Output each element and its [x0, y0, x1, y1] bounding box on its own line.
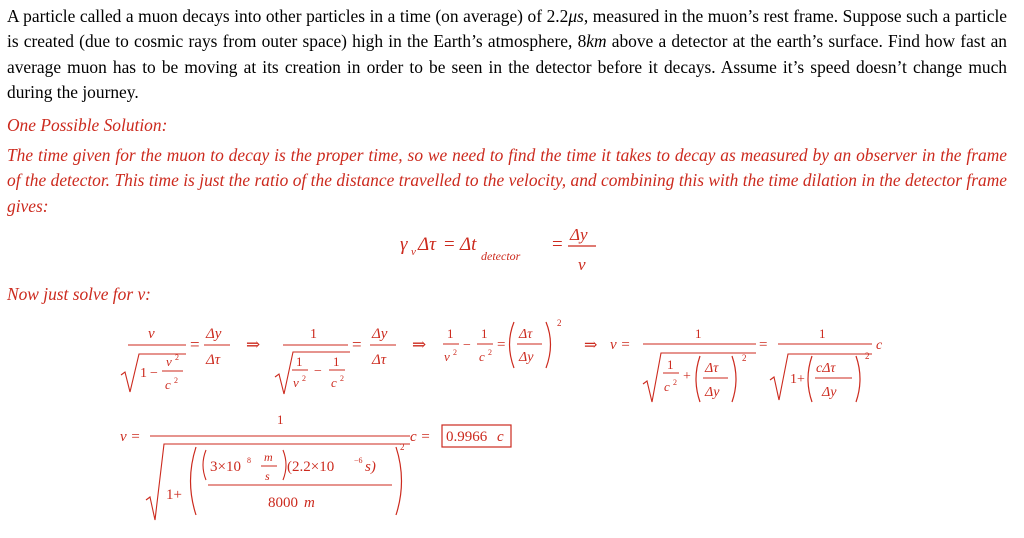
proper-time: Δτ — [705, 361, 719, 376]
v-equals: v = — [610, 337, 631, 353]
unit-meters: m — [304, 495, 315, 511]
right-paren — [546, 322, 551, 368]
c-equals: c = — [410, 429, 431, 445]
numerator-one: 1 — [310, 327, 317, 342]
left-paren — [696, 356, 700, 402]
equals-sign: = — [190, 335, 200, 354]
term-one: 1 — [667, 357, 674, 372]
right-paren — [396, 447, 402, 515]
c-delta-tau: cΔτ — [816, 361, 836, 376]
velocity-solution-symbolic — [610, 326, 883, 402]
v-squared: v — [293, 375, 299, 390]
sqrt-sign — [643, 353, 756, 402]
gamma-symbol: γ — [400, 234, 408, 255]
minus-sign: − — [463, 338, 471, 353]
distance-delta: Δy — [519, 350, 534, 365]
proper-time: Δτ — [206, 352, 221, 368]
lorentz-step-1 — [121, 326, 260, 392]
unit-kilometers: km — [586, 31, 607, 52]
right-paren — [732, 356, 736, 402]
c-squared: c — [664, 379, 670, 394]
exponent-two: 2 — [865, 351, 870, 361]
c-squared: c — [479, 349, 485, 364]
equals-sign: = — [352, 335, 362, 354]
solve-for-v-label: Now just solve for v: — [7, 284, 151, 304]
implies-arrow: ⇒ — [246, 335, 261, 354]
distance-delta: Δy — [372, 326, 388, 342]
muon-lifetime-value: (2.2×10 — [287, 459, 335, 475]
left-paren — [808, 356, 812, 402]
proper-time: Δτ — [519, 327, 533, 342]
minus-sign: − — [314, 364, 322, 379]
implies-arrow: ⇒ — [412, 335, 427, 354]
distance-delta: Δy — [705, 385, 720, 400]
problem-text-1: A particle called a muon decays into other particles in a time (on average) of 2.2 — [7, 6, 569, 26]
equals-sign: = — [444, 234, 455, 255]
equals-sign: = — [497, 337, 506, 353]
term-one: 1 — [447, 326, 454, 341]
unit-meters: m — [264, 450, 273, 464]
proper-time: Δτ — [372, 352, 387, 368]
right-paren — [856, 356, 860, 402]
implies-arrow: ⇒ — [584, 337, 598, 354]
plus-sign: + — [683, 369, 691, 384]
v-squared: v — [444, 349, 450, 364]
left-paren — [191, 447, 197, 515]
equals-sign: = — [552, 234, 563, 255]
exponent-two: 2 — [488, 348, 492, 357]
gamma-subscript: v — [411, 246, 416, 258]
c-squared: c — [165, 377, 171, 392]
exponent-two: 2 — [302, 374, 306, 383]
unit-microseconds: μs — [568, 6, 584, 26]
one-plus: 1+ — [166, 487, 182, 503]
exponent-eight: 8 — [247, 456, 251, 465]
velocity: v — [578, 255, 586, 274]
distance-delta: Δy — [822, 385, 837, 400]
exponent-minus-six: −6 — [354, 456, 363, 465]
velocity-solution-numeric — [120, 412, 511, 520]
v-squared: v — [166, 354, 172, 369]
lorentz-step-2 — [275, 326, 426, 394]
time-unit: s) — [365, 459, 376, 475]
exponent-two: 2 — [453, 348, 457, 357]
v-equals: v = — [120, 429, 141, 445]
exponent-two: 2 — [174, 376, 178, 385]
left-paren — [510, 322, 515, 368]
exponent-two: 2 — [742, 353, 747, 363]
equals-sign: = — [759, 337, 768, 353]
term-one: 1 — [481, 326, 488, 341]
problem-text-3: above a detector at the earth’s surface. Find how fast an average muon has to be moving at its creation in order to be seen in the detector before it decays. Assume it’s speed doesn’t change much during the journey. — [7, 31, 1008, 102]
problem-text-2: , measured in the muon’s rest frame. Suppose such a particle is created (due to cosmic rays from outer space) high in the Earth’s atmosphere, 8 — [7, 6, 1007, 52]
exponent-two: 2 — [175, 353, 179, 362]
one-plus: 1+ — [790, 372, 805, 387]
term-one: 1 — [296, 354, 303, 369]
c-squared: c — [331, 375, 337, 390]
right-paren — [283, 450, 286, 480]
speed-of-light-value: 3×10 — [210, 459, 241, 475]
numerator-one: 1 — [695, 326, 702, 341]
answer-unit: c — [497, 429, 504, 445]
detector-subscript: detector — [481, 249, 521, 263]
numerator-one: 1 — [277, 412, 284, 427]
exponent-two: 2 — [400, 442, 405, 452]
numerator-one: 1 — [819, 326, 826, 341]
solution-explanation: The time given for the muon to decay is the proper time, so we need to find the time it takes to decay as measured by an observer in the frame of the detector. This time is just the ratio of the distance travelled to the velocity, and combining this with the time dilation in the detector frame gives: — [7, 145, 1007, 216]
lorentz-step-3 — [443, 318, 597, 368]
proper-time: Δτ — [418, 234, 436, 255]
exponent-two: 2 — [340, 374, 344, 383]
exponent-two: 2 — [673, 378, 677, 387]
time-dilation-equation — [400, 225, 596, 274]
exponent-two: 2 — [557, 318, 562, 328]
detector-time: Δt — [460, 234, 477, 255]
term-one: 1 — [333, 354, 340, 369]
distance-value: 8000 — [268, 495, 298, 511]
numerator-v: v — [148, 326, 155, 342]
speed-of-light: c — [876, 338, 883, 353]
distance-delta: Δy — [206, 326, 222, 342]
solution-heading: One Possible Solution: — [7, 115, 168, 135]
distance-delta: Δy — [570, 225, 588, 244]
term-one: 1 — [140, 366, 147, 381]
minus-sign: − — [150, 366, 158, 381]
left-paren — [203, 450, 206, 480]
unit-seconds: s — [265, 469, 270, 483]
answer-value: 0.9966 — [446, 429, 488, 445]
